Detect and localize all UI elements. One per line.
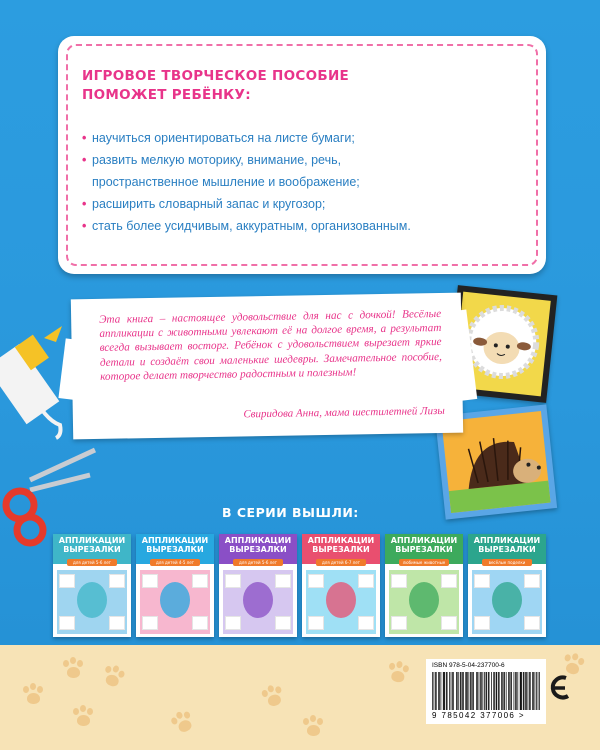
barcode-bar [523, 672, 524, 710]
card-title-line: ИГРОВОЕ ТВОРЧЕСКОЕ ПОСОБИЕ [82, 68, 350, 84]
barcode-bar [515, 672, 516, 710]
barcode-bar [434, 672, 435, 710]
barcode-bar [471, 672, 472, 710]
paw-print-icon [383, 659, 413, 687]
book-cell [59, 616, 75, 630]
barcode-bar [473, 672, 474, 710]
book-cell [391, 616, 407, 630]
book-cell [524, 616, 540, 630]
book-cover [468, 534, 546, 637]
quote-text: Эта книга – настоящее удовольствие для нас с дочкой! Весёлые аппликации с животными увлекают её на долгое время, а результат всегда вызывает восторг. Ребёнок с удовольствием вырезает яркие детали и создаёт свои маленькие шедевры. Замечательное пособие, которое делает творчество радостным и полезным! [99, 307, 442, 383]
review-quote [71, 293, 463, 440]
book-illustration [57, 570, 127, 634]
book-cell [308, 574, 324, 588]
barcode-bar [496, 672, 497, 710]
paw-print-icon [70, 705, 96, 729]
series-title: В СЕРИИ ВЫШЛИ: [222, 505, 359, 520]
book-character [326, 582, 356, 618]
barcode-bar [453, 672, 454, 710]
book-cell [275, 574, 291, 588]
list-item: • развить мелкую моторику, внимание, речь, пространственное мышление и воображение; [82, 153, 360, 189]
barcode-bar [432, 672, 433, 710]
book-cell [109, 574, 125, 588]
barcode-bar [438, 672, 439, 710]
barcode-bar [458, 672, 459, 710]
barcode-bar [486, 672, 487, 710]
barcode-bar [443, 672, 444, 710]
barcode-bar [480, 672, 481, 710]
barcode-bar [501, 672, 502, 710]
barcode-bar [521, 672, 522, 710]
book-title: АППЛИКАЦИИ ВЫРЕЗАЛКИ [473, 536, 541, 554]
barcode-bar [483, 672, 484, 710]
barcode-bar [452, 672, 453, 710]
book-title: АППЛИКАЦИИ ВЫРЕЗАЛКИ [224, 536, 292, 554]
book-title: АППЛИКАЦИИ ВЫРЕЗАЛКИ [141, 536, 209, 554]
list-item: • научиться ориентироваться на листе бумаги; [82, 131, 355, 145]
book-cell [275, 616, 291, 630]
barcode-bar [539, 672, 540, 710]
book-character [243, 582, 273, 618]
barcode-bar [465, 672, 466, 710]
book-cover [385, 534, 463, 637]
barcode-bar [451, 672, 452, 710]
paw-print-icon [166, 707, 200, 740]
book-cell [109, 616, 125, 630]
book-cell [441, 616, 457, 630]
barcode-bar [496, 672, 497, 710]
barcode-bar [472, 672, 473, 710]
barcode [432, 672, 540, 710]
book-subtitle: для детей 4-5 лет [150, 559, 200, 566]
book-character [492, 582, 522, 618]
book-cell [308, 616, 324, 630]
quote-signature: Свиридова Анна, мама шестилетней Лизы [243, 404, 445, 421]
barcode-bar [489, 672, 490, 710]
barcode-bar [441, 672, 442, 710]
paw-print-icon [97, 661, 130, 692]
book-cell [441, 574, 457, 588]
list-item: • расширить словарный запас и кругозор; [82, 197, 326, 211]
barcode-bar [462, 672, 463, 710]
book-cover [136, 534, 214, 637]
isbn-barcode-box [426, 659, 546, 724]
book-cell [524, 574, 540, 588]
barcode-bar [530, 672, 531, 710]
paw-print-icon [60, 657, 86, 681]
barcode-bar [529, 672, 530, 710]
barcode-bar [498, 672, 499, 710]
book-title: АППЛИКАЦИИ ВЫРЕЗАЛКИ [390, 536, 458, 554]
barcode-bar [494, 672, 495, 710]
barcode-bar [460, 672, 461, 710]
barcode-bar [449, 672, 450, 710]
book-subtitle: для детей 6-7 лет [316, 559, 366, 566]
book-title: АППЛИКАЦИИ ВЫРЕЗАЛКИ [307, 536, 375, 554]
barcode-bar [466, 672, 467, 710]
publisher-logo-icon [548, 672, 572, 706]
barcode-bar [517, 672, 518, 710]
barcode-bar [535, 672, 536, 710]
barcode-bar [461, 672, 462, 710]
barcode-bar [446, 672, 447, 710]
book-cell [142, 574, 158, 588]
barcode-bar [486, 672, 487, 710]
list-item: • стать более усидчивым, аккуратным, организованным. [82, 219, 411, 233]
barcode-bar [484, 672, 485, 710]
barcode-bar [533, 672, 534, 710]
barcode-bar [477, 672, 478, 710]
book-title: АППЛИКАЦИИ ВЫРЕЗАЛКИ [58, 536, 126, 554]
barcode-bar [444, 672, 445, 710]
barcode-bar [504, 672, 505, 710]
barcode-bar [467, 672, 468, 710]
barcode-bar [520, 672, 521, 710]
book-cell [192, 574, 208, 588]
book-cell [391, 574, 407, 588]
barcode-bar [516, 672, 517, 710]
book-illustration [389, 570, 459, 634]
barcode-bar [524, 672, 525, 710]
barcode-bar [481, 672, 482, 710]
benefits-list [82, 127, 542, 237]
book-illustration [472, 570, 542, 634]
barcode-bar [509, 672, 510, 710]
barcode-bar [457, 672, 458, 710]
barcode-bar [470, 672, 471, 710]
barcode-bar [526, 672, 527, 710]
barcode-bar [488, 672, 489, 710]
card-title [82, 67, 382, 105]
barcode-digits: 9 785042 377006 > [432, 711, 525, 720]
barcode-bar [511, 672, 512, 710]
barcode-bar [456, 672, 457, 710]
book-cover [53, 534, 131, 637]
book-cell [142, 616, 158, 630]
book-cover [302, 534, 380, 637]
book-cell [358, 616, 374, 630]
book-cell [59, 574, 75, 588]
isbn-label: ISBN 978-5-04-237700-6 [432, 662, 505, 669]
book-subtitle: для детей 5-6 лет [233, 559, 283, 566]
barcode-bar [499, 672, 500, 710]
book-cell [192, 616, 208, 630]
info-card [58, 36, 546, 274]
book-cell [225, 574, 241, 588]
barcode-bar [479, 672, 480, 710]
barcode-bar [463, 672, 464, 710]
barcode-bar [444, 672, 445, 710]
book-character [409, 582, 439, 618]
barcode-bar [493, 672, 494, 710]
book-cell [358, 574, 374, 588]
book-subtitle: любимые животные [399, 559, 449, 566]
barcode-bar [439, 672, 440, 710]
book-character [77, 582, 107, 618]
barcode-bar [525, 672, 526, 710]
barcode-bar [521, 672, 522, 710]
book-subtitle: для детей 5-6 лет [67, 559, 117, 566]
book-cell [474, 574, 490, 588]
barcode-bar [447, 672, 448, 710]
barcode-bar [491, 672, 492, 710]
book-cover [219, 534, 297, 637]
barcode-bar [436, 672, 437, 710]
paw-print-icon [300, 715, 326, 739]
book-illustration [223, 570, 293, 634]
book-subtitle: весёлые поделки [482, 559, 532, 566]
barcode-bar [538, 672, 539, 710]
barcode-bar [476, 672, 477, 710]
barcode-bar [502, 672, 503, 710]
barcode-bar [532, 672, 533, 710]
barcode-bar [503, 672, 504, 710]
paw-print-icon [20, 683, 46, 707]
barcode-bar [435, 672, 436, 710]
book-illustration [306, 570, 376, 634]
book-illustration [140, 570, 210, 634]
barcode-bar [514, 672, 515, 710]
barcode-bar [536, 672, 537, 710]
book-character [160, 582, 190, 618]
paw-print-icon [257, 682, 288, 712]
card-title-line: ПОМОЖЕТ РЕБЁНКУ: [82, 87, 251, 103]
barcode-bar [510, 672, 511, 710]
barcode-bar [528, 672, 529, 710]
book-cell [474, 616, 490, 630]
barcode-bar [506, 672, 507, 710]
barcode-bar [508, 672, 509, 710]
book-cell [225, 616, 241, 630]
barcode-bar [469, 672, 470, 710]
